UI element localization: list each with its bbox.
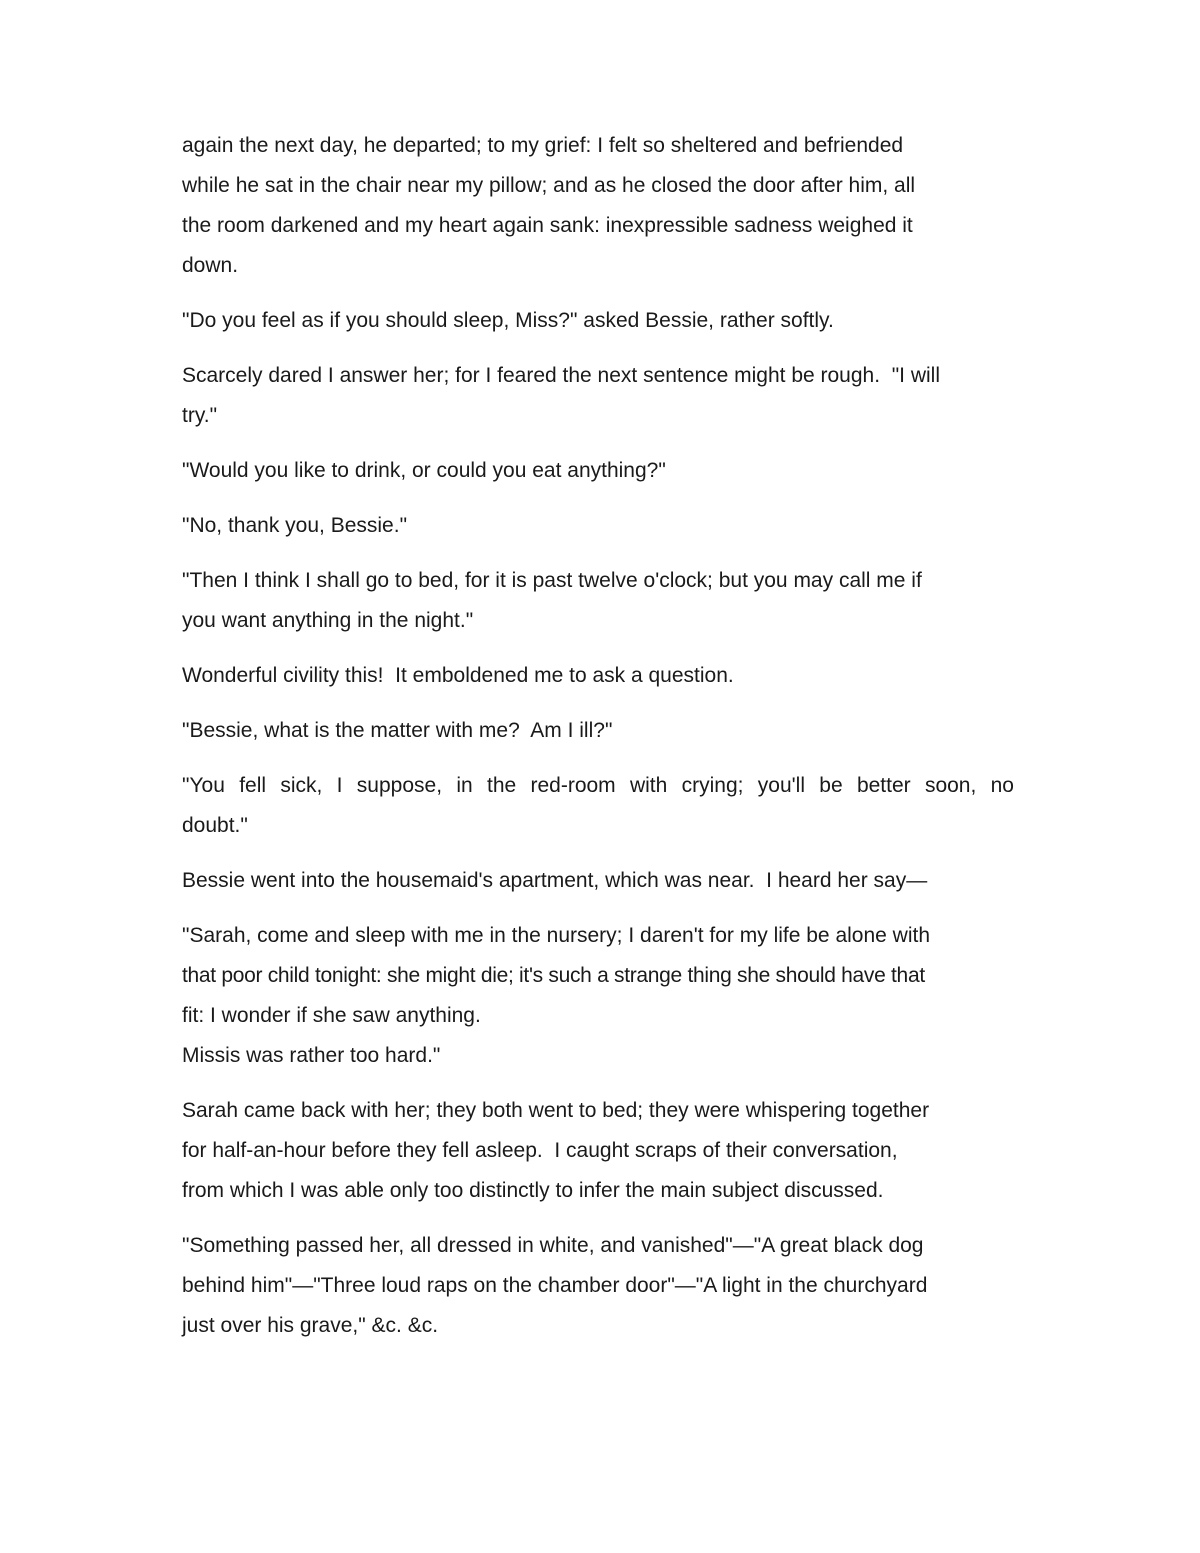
text-line: from which I was able only too distinctly to infer the main subject discussed.	[182, 1179, 884, 1202]
text-line: Sarah came back with her; they both went to bed; they were whispering together	[182, 1099, 930, 1122]
paragraph-7	[182, 656, 1014, 696]
paragraph-4	[182, 451, 1014, 491]
text-line: down.	[182, 254, 239, 277]
text-line: Wonderful civility this! It emboldened me to ask a question.	[182, 664, 734, 687]
text-line: "You fell sick, I suppose, in the red-room with crying; you'll be better soon, no	[182, 774, 1014, 797]
text-line: behind him"—"Three loud raps on the chamber door"—"A light in the churchyard	[182, 1274, 928, 1297]
paragraph-6	[182, 561, 1014, 641]
text-line: again the next day, he departed; to my grief: I felt so sheltered and befriended	[182, 134, 904, 157]
text-line: for half-an-hour before they fell asleep. I caught scraps of their conversation,	[182, 1139, 898, 1162]
paragraph-5	[182, 506, 1014, 546]
text-line: Bessie went into the housemaid's apartment, which was near. I heard her say—	[182, 869, 928, 892]
paragraph-11	[182, 916, 1014, 1076]
text-line: Scarcely dared I answer her; for I feared the next sentence might be rough. "I will	[182, 364, 941, 387]
paragraph-13	[182, 1226, 1014, 1346]
text-line: doubt."	[182, 814, 248, 837]
text-line: "Then I think I shall go to bed, for it is past twelve o'clock; but you may call me if	[182, 569, 922, 592]
text-line: try."	[182, 404, 218, 427]
paragraph-3	[182, 356, 1014, 436]
paragraph-1	[182, 126, 1014, 286]
text-line: "Would you like to drink, or could you eat anything?"	[182, 459, 666, 482]
text-line: just over his grave," &c. &c.	[182, 1314, 439, 1337]
text-line: "Something passed her, all dressed in white, and vanished"—"A great black dog	[182, 1234, 924, 1257]
text-line: "Bessie, what is the matter with me? Am I ill?"	[182, 719, 613, 742]
text-line: the room darkened and my heart again sank: inexpressible sadness weighed it	[182, 214, 913, 237]
paragraph-10	[182, 861, 1014, 901]
text-line: you want anything in the night."	[182, 609, 474, 632]
text-line: while he sat in the chair near my pillow; and as he closed the door after him, all	[182, 174, 916, 197]
text-line: Missis was rather too hard."	[182, 1044, 441, 1067]
paragraph-2	[182, 301, 1014, 341]
paragraph-8	[182, 711, 1014, 751]
text-line: fit: I wonder if she saw anything.	[182, 1004, 481, 1027]
paragraph-12	[182, 1091, 1014, 1211]
text-line: that poor child tonight: she might die; it's such a strange thing she should have that	[182, 964, 925, 987]
paragraph-9	[182, 766, 1014, 846]
document-page	[182, 126, 1014, 1361]
text-line: "No, thank you, Bessie."	[182, 514, 408, 537]
text-line: "Sarah, come and sleep with me in the nursery; I daren't for my life be alone with	[182, 924, 931, 947]
text-line: "Do you feel as if you should sleep, Miss?" asked Bessie, rather softly.	[182, 309, 834, 332]
